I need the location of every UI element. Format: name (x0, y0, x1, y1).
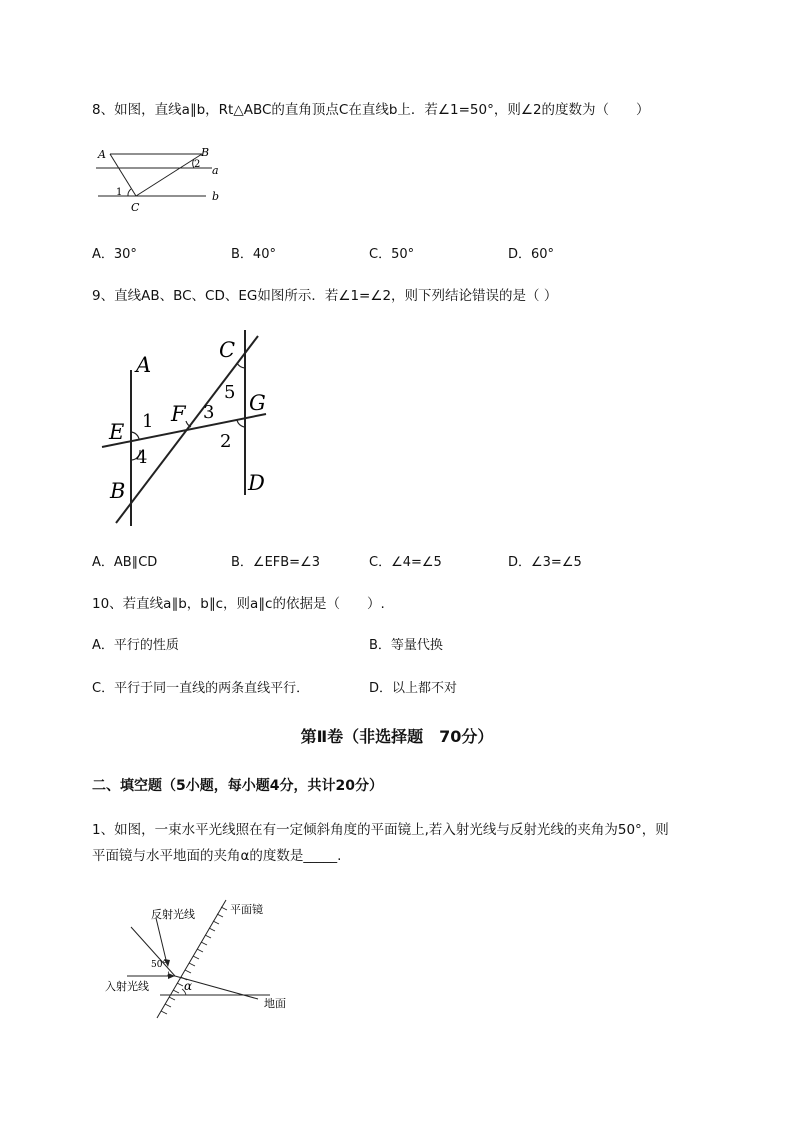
q8-angle-2: 2 (194, 159, 201, 170)
q9-angle-2: 2 (220, 431, 232, 452)
fill1-text-line2: 平面镜与水平地面的夹角α的度数是_____. (92, 848, 342, 864)
q9-text: 9、直线AB、BC、CD、EG如图所示．若∠1=∠2，则下列结论错误的是（ ） (92, 288, 558, 304)
q8-angle-1: 1 (116, 187, 123, 198)
fill1-label-ground: 地面 (264, 997, 286, 1010)
q9-label-G: G (249, 391, 266, 415)
q10-option-a[interactable]: A．平行的性质 (92, 638, 179, 653)
q8-text: 8、如图，直线a∥b，Rt△ABC的直角顶点C在直线b上．若∠1=50°，则∠2的度数为（ ） (92, 102, 650, 118)
q9-label-D: D (248, 471, 265, 495)
q8-figure (90, 140, 230, 216)
q9-angle-3: 3 (203, 402, 215, 423)
q8-option-a[interactable]: A．30° (92, 247, 137, 262)
q9-figure (100, 330, 280, 530)
q10-option-d[interactable]: D．以上都不对 (369, 681, 458, 696)
fill1-label-incident: 入射光线 (105, 980, 149, 993)
q8-option-c[interactable]: C．50° (369, 247, 415, 262)
q8-label-A: A (98, 148, 106, 161)
q9-option-a[interactable]: A．AB∥CD (92, 555, 158, 570)
q9-label-E: E (109, 420, 125, 444)
q9-option-d[interactable]: D．∠3=∠5 (508, 555, 582, 570)
part2-title: 第Ⅱ卷（非选择题 70分） (300, 727, 494, 746)
q9-angle-1: 1 (142, 411, 154, 432)
fill1-label-mirror: 平面镜 (230, 903, 263, 916)
q8-label-C: C (131, 201, 140, 214)
q9-label-B: B (110, 479, 126, 503)
q8-option-d[interactable]: D．60° (508, 247, 555, 262)
q10-option-c[interactable]: C．平行于同一直线的两条直线平行． (92, 681, 310, 696)
q9-label-A: A (136, 353, 152, 377)
q9-label-C: C (219, 338, 236, 362)
q8-option-b[interactable]: B．40° (231, 247, 276, 262)
q8-label-b: b (212, 190, 220, 203)
q9-label-F: F (171, 402, 186, 426)
fill1-label-angle: 50° (151, 960, 167, 970)
q8-label-a: a (212, 164, 219, 177)
q10-text: 10、若直线a∥b，b∥c，则a∥c的依据是（ ）. (92, 596, 385, 612)
q9-angle-5: 5 (224, 382, 236, 403)
fill1-label-alpha: α (184, 979, 193, 993)
q9-angle-4: 4 (136, 447, 148, 468)
q10-option-b[interactable]: B．等量代换 (369, 638, 443, 653)
q8-label-B: B (201, 146, 210, 159)
fill1-figure (100, 898, 300, 1026)
fill1-text-line1: 1、如图，一束水平光线照在有一定倾斜角度的平面镜上,若入射光线与反射光线的夹角为50°，则 (92, 822, 669, 838)
q9-option-c[interactable]: C．∠4=∠5 (369, 555, 442, 570)
fill1-label-reflect: 反射光线 (151, 908, 195, 921)
q9-option-b[interactable]: B．∠EFB=∠3 (231, 555, 321, 570)
fill-section-title: 二、填空题（5小题，每小题4分，共计20分） (92, 778, 383, 794)
